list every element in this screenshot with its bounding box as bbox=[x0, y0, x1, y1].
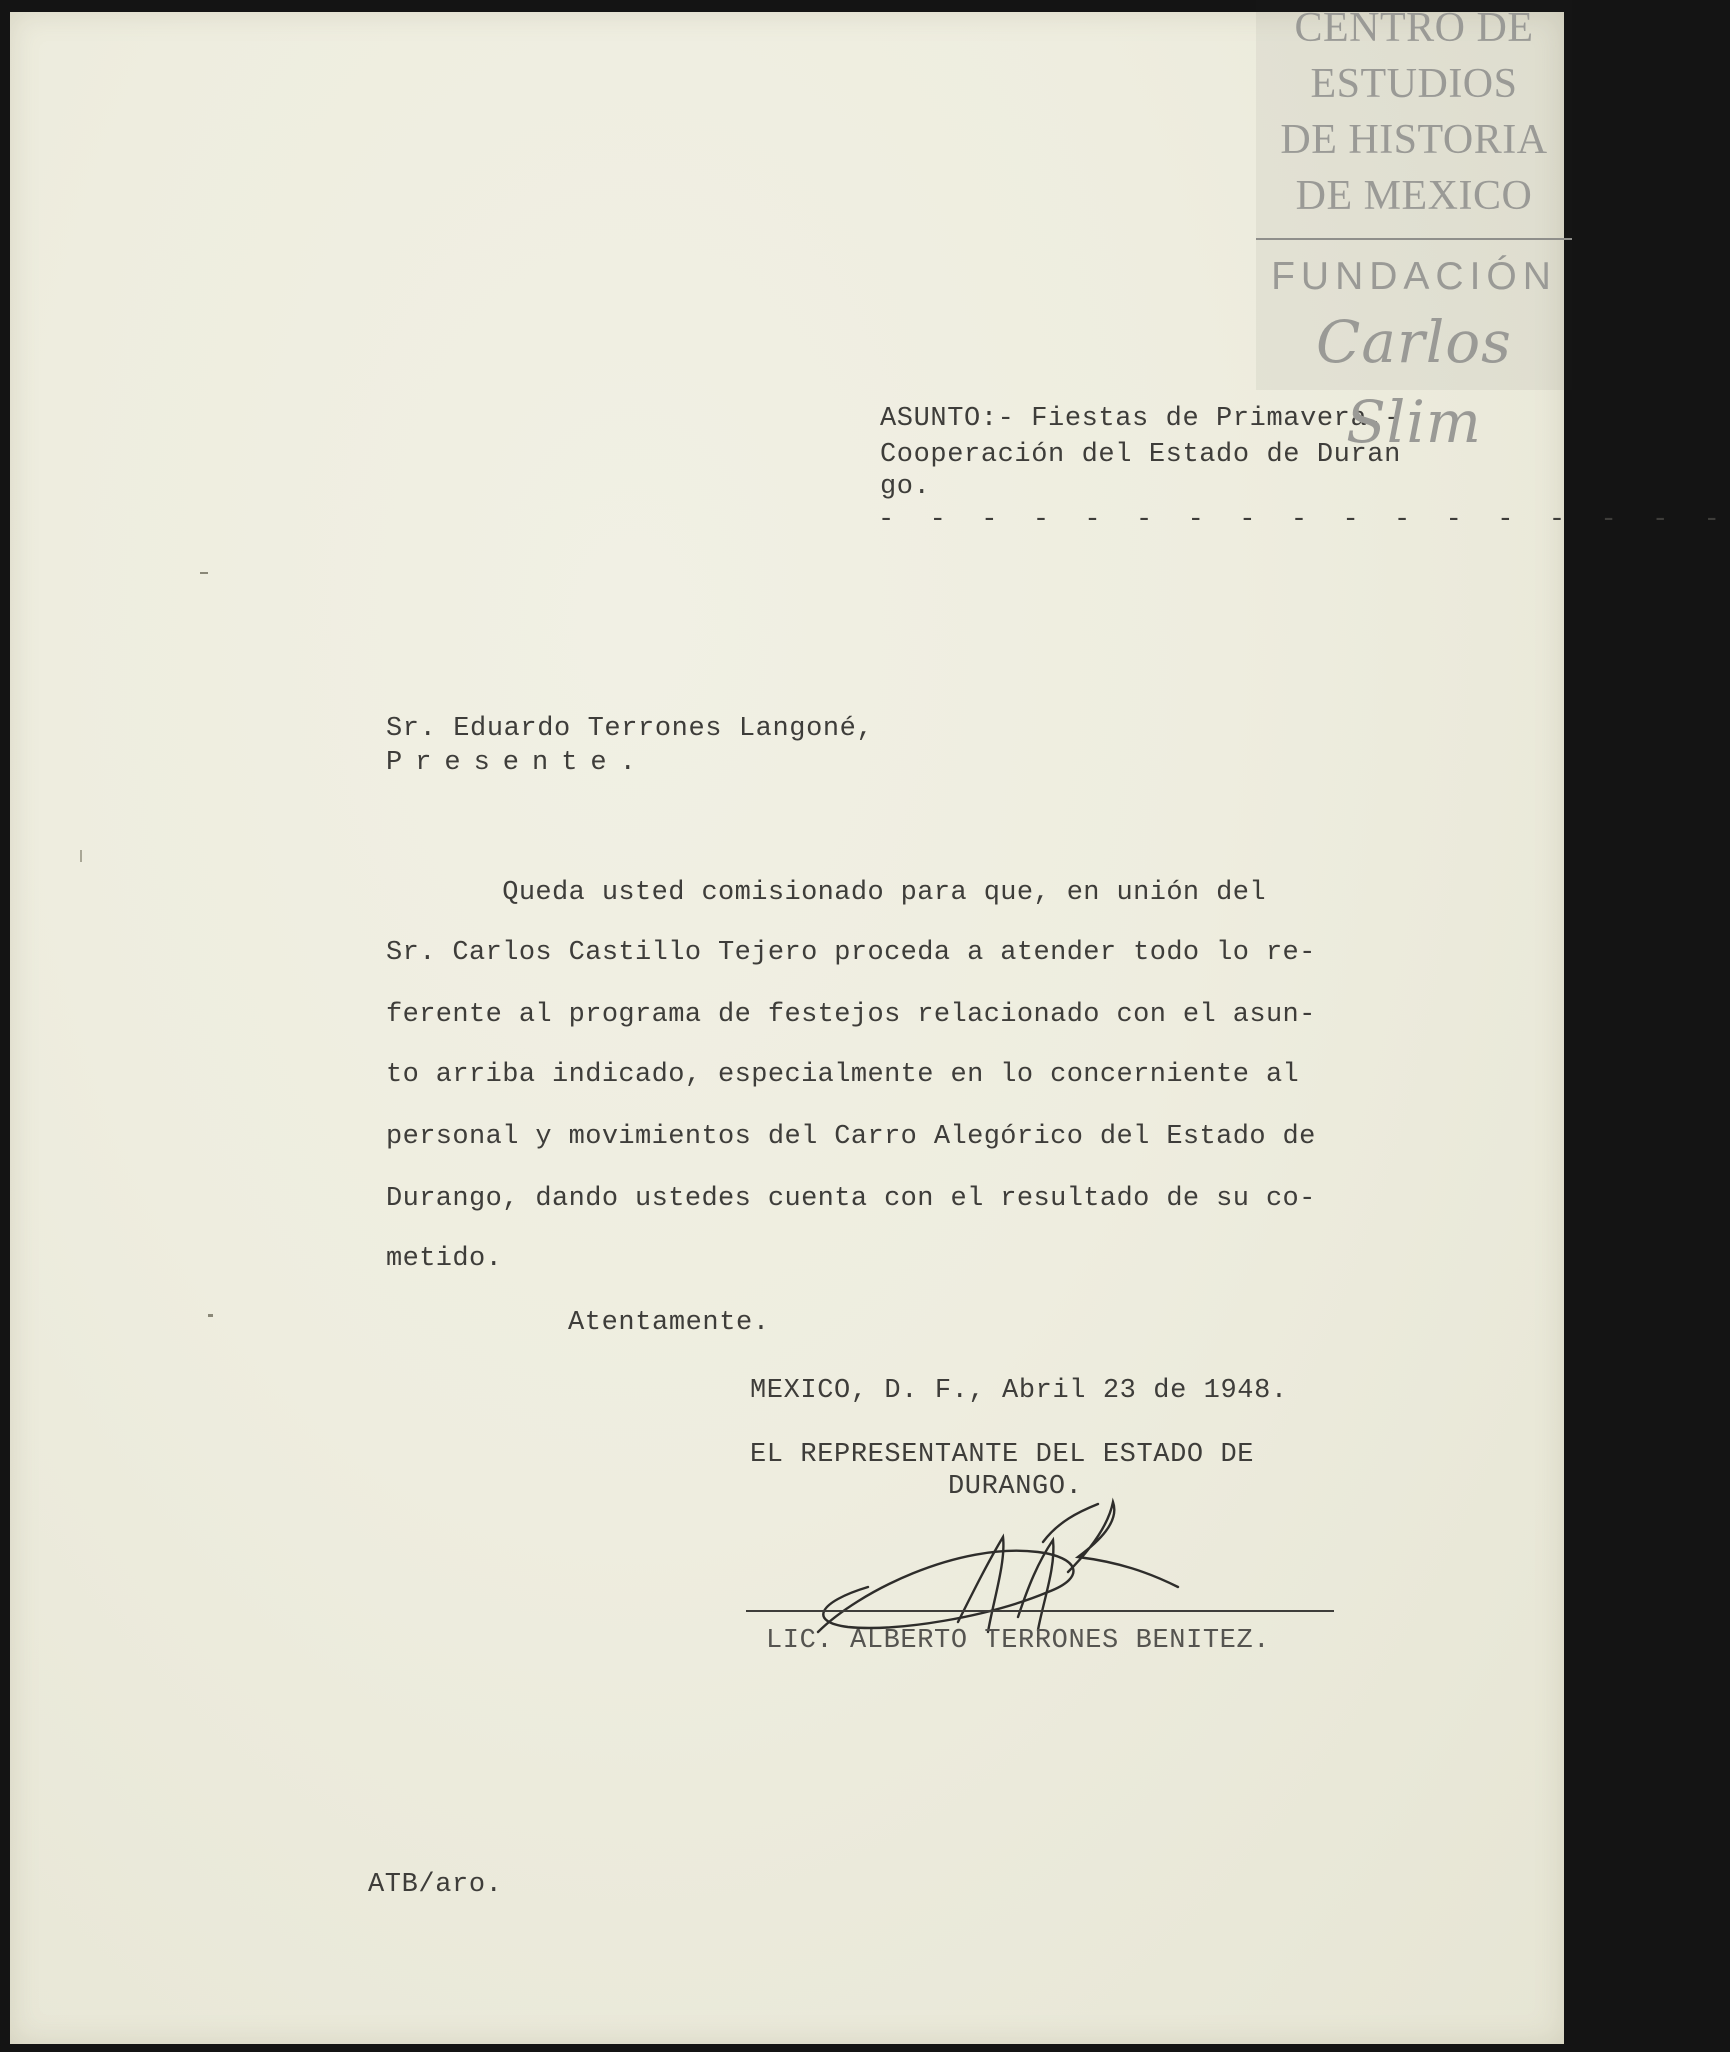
signature-line bbox=[746, 1610, 1334, 1612]
signer-title-line-1: EL REPRESENTANTE DEL ESTADO DE bbox=[750, 1440, 1255, 1470]
signer-title-line-2: DURANGO. bbox=[948, 1472, 1083, 1502]
signer-name: LIC. ALBERTO TERRONES BENITEZ. bbox=[766, 1626, 1271, 1656]
body-line: Queda usted comisionado para que, en unión del bbox=[386, 878, 1266, 908]
subject-line-2: Cooperación del Estado de Duran bbox=[880, 440, 1401, 470]
body-line: metido. bbox=[386, 1244, 503, 1274]
paper-speck bbox=[200, 572, 208, 574]
body-line: Durango, dando ustedes cuenta con el resultado de su co- bbox=[386, 1184, 1316, 1214]
watermark-line: DE MEXICO bbox=[1295, 173, 1533, 219]
place-date: MEXICO, D. F., Abril 23 de 1948. bbox=[750, 1376, 1288, 1406]
watermark-divider bbox=[1256, 238, 1572, 240]
reference-initials: ATB/aro. bbox=[368, 1870, 503, 1900]
subject-dash-rule: - - - - - - - - - - - - - - - - - bbox=[878, 505, 1730, 535]
addressee-presente: Presente. bbox=[386, 748, 649, 778]
watermark-line: DE HISTORIA bbox=[1280, 117, 1548, 163]
subject-line-3: go. bbox=[880, 472, 931, 502]
body-line: Sr. Carlos Castillo Tejero proceda a atender todo lo re- bbox=[386, 938, 1316, 968]
paper-speck bbox=[208, 1314, 213, 1317]
body-line: personal y movimientos del Carro Alegórico del Estado de bbox=[386, 1122, 1316, 1152]
watermark-foundation-name: Carlos Slim bbox=[1316, 308, 1512, 456]
body-line: to arriba indicado, especialmente en lo concerniente al bbox=[386, 1060, 1300, 1090]
watermark-line: CENTRO DE bbox=[1294, 5, 1534, 51]
subject-line-1: ASUNTO:- Fiestas de Primavera.- bbox=[880, 404, 1401, 434]
closing: Atentamente. bbox=[568, 1308, 770, 1338]
body-line: ferente al programa de festejos relacionado con el asun- bbox=[386, 1000, 1316, 1030]
watermark-foundation: FUNDACIÓN bbox=[1271, 255, 1557, 298]
archive-watermark bbox=[1256, 0, 1572, 456]
watermark-line: ESTUDIOS bbox=[1310, 61, 1518, 107]
addressee-name: Sr. Eduardo Terrones Langoné, bbox=[386, 714, 874, 744]
paper-speck bbox=[80, 850, 82, 862]
